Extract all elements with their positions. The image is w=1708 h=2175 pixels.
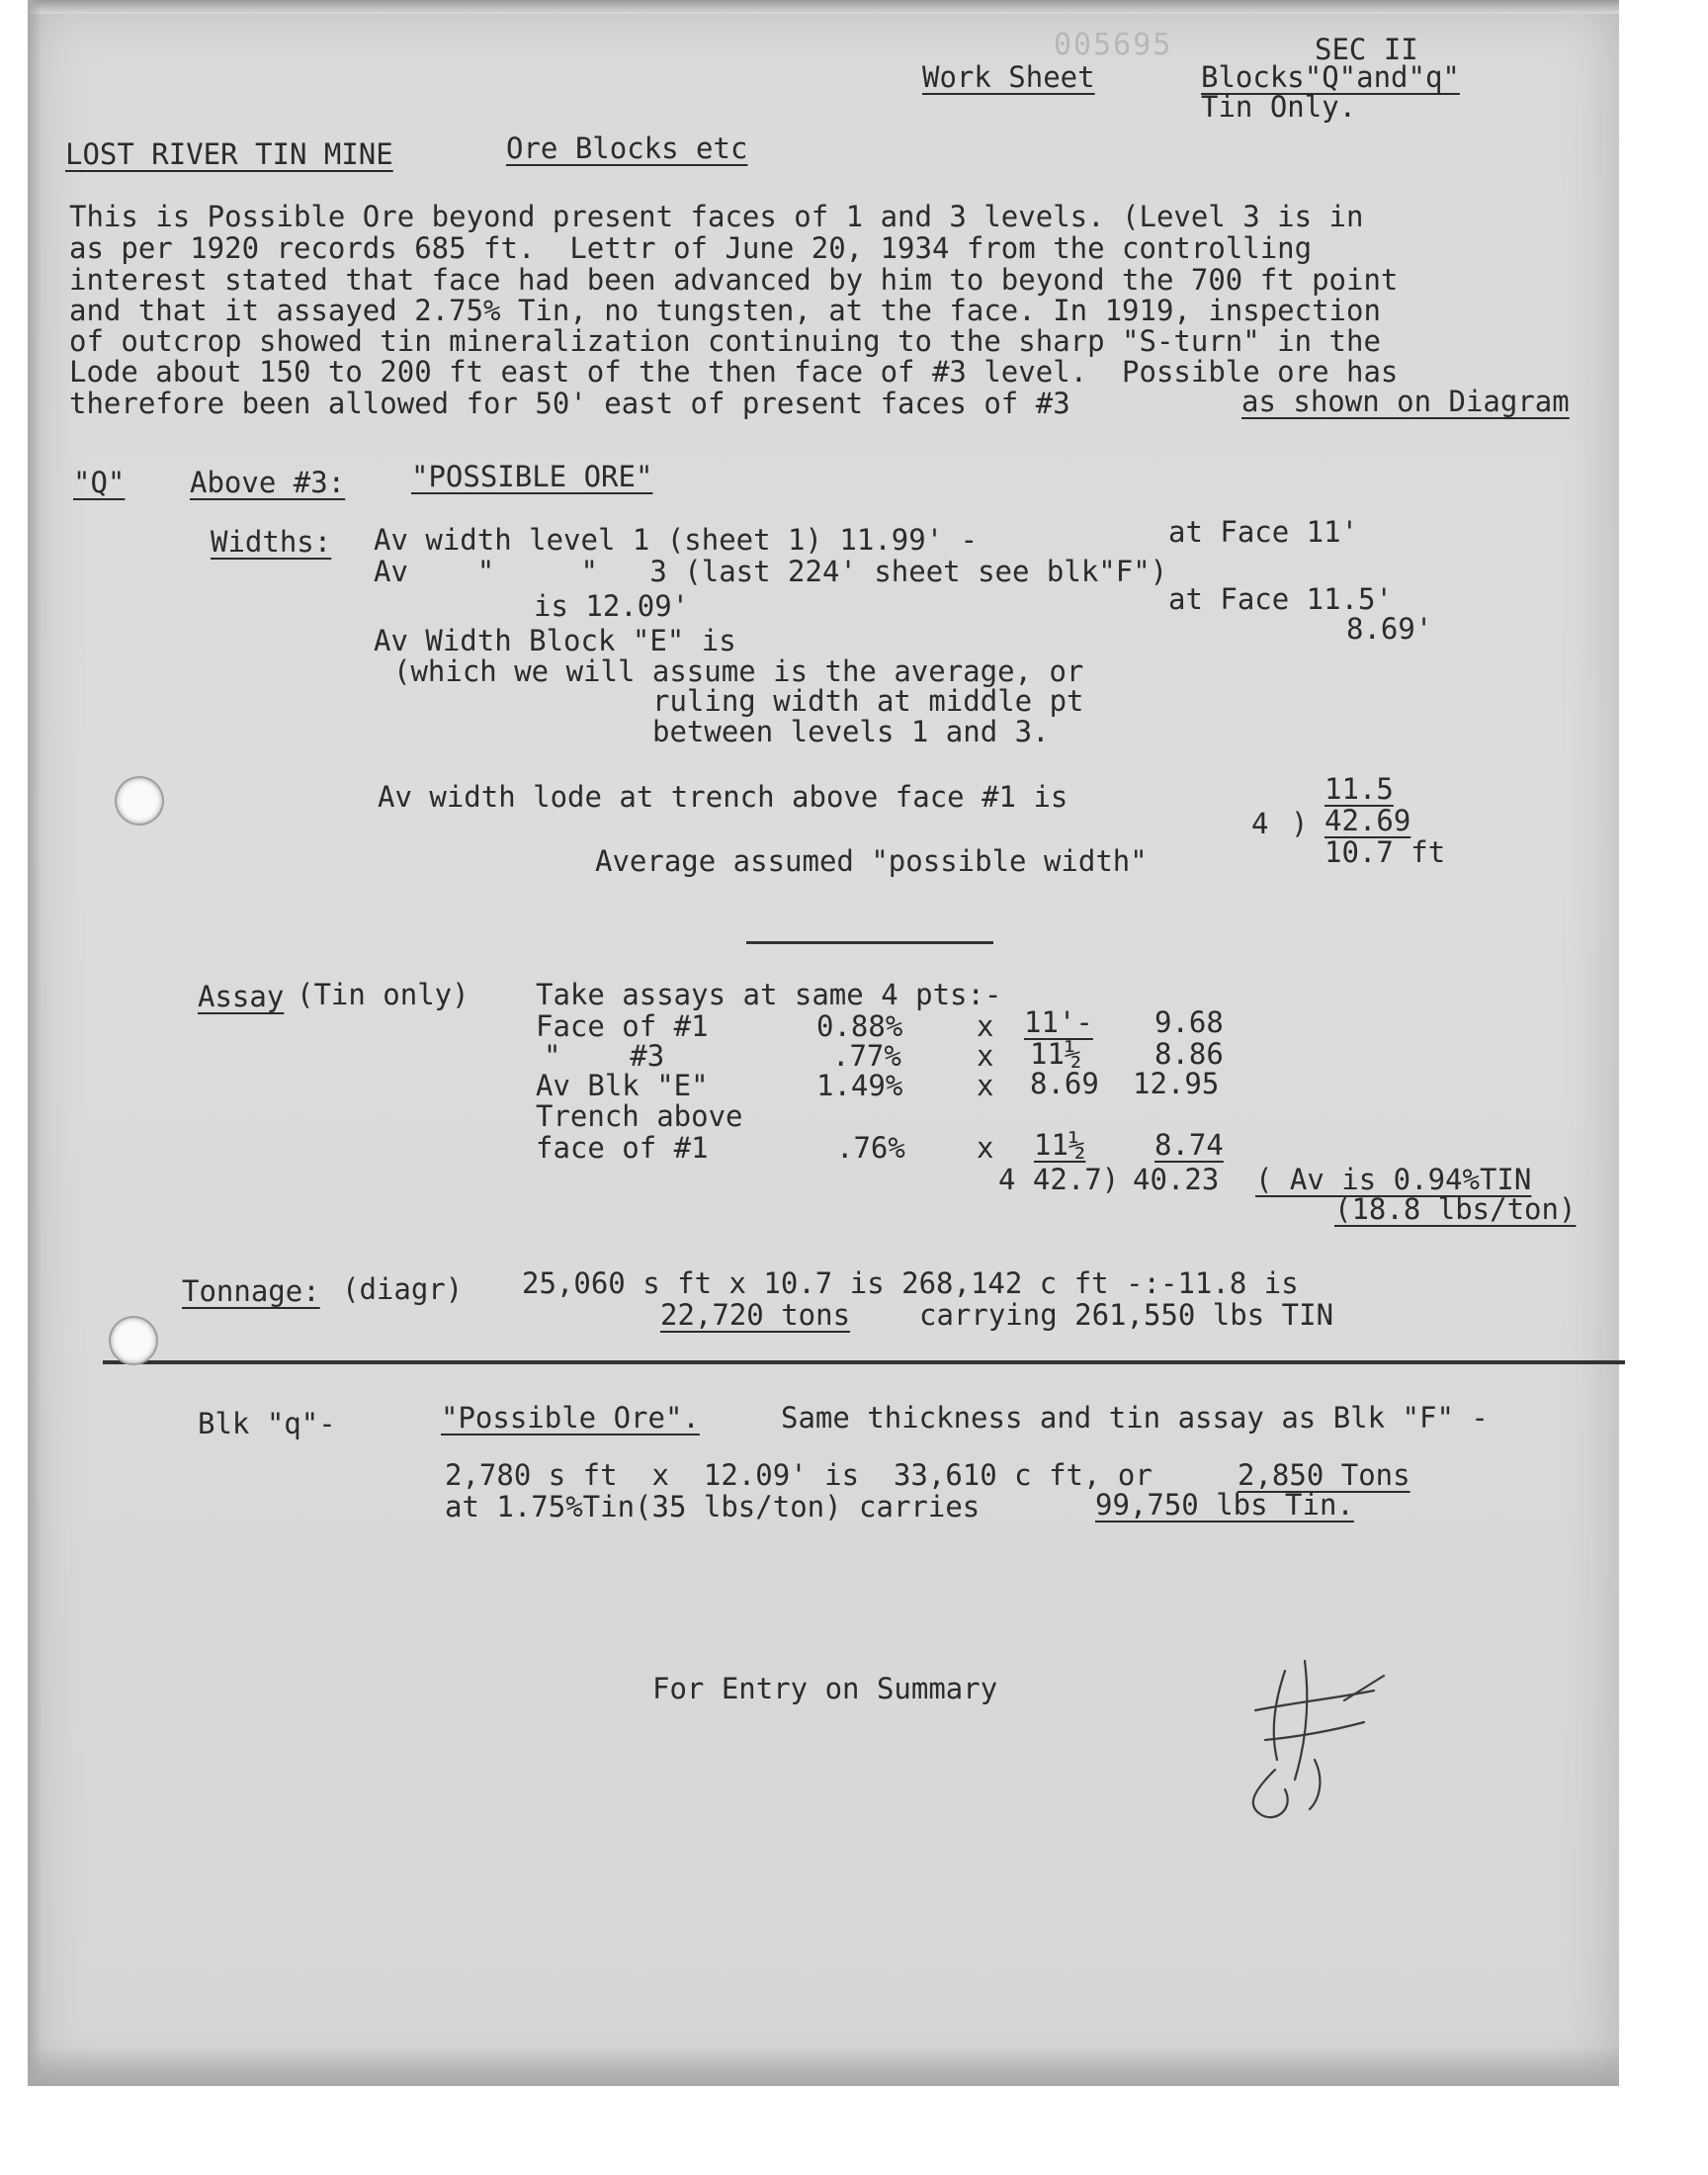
assay-point: Av Blk "E" (536, 1069, 709, 1102)
block-q-grade: at 1.75%Tin(35 lbs/ton) carries (445, 1490, 981, 1523)
assay-width: 11½ (1030, 1037, 1082, 1071)
tonnage-calculation: 25,060 s ft x 10.7 is 268,142 c ft -:-11.8 is (522, 1266, 1299, 1300)
block-q-label: Blk "q"- (198, 1407, 336, 1440)
section-label: SEC II (1315, 33, 1418, 66)
block-q-description: Same thickness and tin assay as Blk "F" - (781, 1401, 1489, 1435)
work-sheet-label: Work Sheet (922, 60, 1095, 94)
intro-diagram-note: as shown on Diagram (1241, 385, 1570, 418)
widths-block-e-value: 8.69' (1346, 612, 1433, 646)
subject-title: Ore Blocks etc (506, 131, 748, 165)
assay-product: 9.68 (1154, 1005, 1224, 1039)
intro-line: therefore been allowed for 50' east of present faces of #3 (69, 387, 1070, 420)
assay-percent: 1.49% (816, 1069, 903, 1102)
widths-face-value: at Face 11' (1168, 515, 1359, 549)
mine-title: LOST RIVER TIN MINE (65, 137, 393, 171)
punch-hole (117, 778, 162, 824)
widths-line: (which we will assume is the average, or (393, 654, 1084, 688)
assay-times: x (977, 1069, 994, 1102)
assay-percent: 0.88% (816, 1009, 903, 1043)
assay-total: 40.23 (1133, 1163, 1220, 1196)
widths-face-value: at Face 11.5' (1168, 582, 1393, 616)
assay-point: " #3 (544, 1039, 665, 1073)
block-q-volume: 2,780 s ft x 12.09' is 33,610 c ft, or (445, 1458, 1153, 1492)
tin-only-label: Tin Only. (1201, 90, 1357, 124)
widths-label: Widths: (211, 525, 332, 559)
handwritten-initials (1216, 1641, 1394, 1829)
assay-width: 11'- (1024, 1005, 1093, 1039)
assay-point: Face of #1 (536, 1009, 709, 1043)
widths-line: between levels 1 and 3. (652, 715, 1050, 748)
assay-product: 8.74 (1154, 1128, 1224, 1162)
assay-percent: .76% (836, 1131, 905, 1165)
assay-product: 12.95 (1133, 1067, 1220, 1100)
assay-times: x (977, 1131, 994, 1165)
tonnage-label-suffix: (diagr) (342, 1272, 464, 1306)
page-edge-shadow-bottom (28, 2046, 1619, 2086)
intro-line: and that it assayed 2.75% Tin, no tungsten, at the face. In 1919, inspection (69, 294, 1381, 327)
page-edge-shadow-left (28, 0, 42, 2086)
section-divider (746, 941, 993, 944)
assay-times: x (977, 1009, 994, 1043)
intro-line: This is Possible Ore beyond present faces of 1 and 3 levels. (Level 3 is in (69, 200, 1364, 233)
section-q-label: "Q" (73, 466, 126, 499)
assay-divisor: 4 42.7) (998, 1163, 1120, 1196)
block-q-tin-total: 99,750 lbs Tin. (1095, 1488, 1354, 1522)
assay-average-lbs: (18.8 lbs/ton) (1334, 1192, 1577, 1226)
assay-intro: Take assays at same 4 pts:- (536, 978, 1002, 1011)
block-q-tons: 2,850 Tons (1238, 1458, 1410, 1492)
block-q-title: "Possible Ore". (441, 1401, 700, 1435)
summary-entry-note: For Entry on Summary (652, 1672, 998, 1705)
widths-line: ruling width at middle pt (652, 684, 1084, 718)
punch-hole (111, 1318, 156, 1363)
widths-line: Av width level 1 (sheet 1) 11.99' - (374, 523, 979, 557)
assay-point: face of #1 (536, 1131, 709, 1165)
assay-label: Assay (198, 980, 285, 1013)
tonnage-label: Tonnage: (182, 1274, 320, 1308)
blocks-label: Blocks"Q"and"q" (1201, 60, 1460, 94)
assay-average: ( Av is 0.94%TIN (1255, 1163, 1532, 1196)
widths-line: is 12.09' (534, 589, 690, 623)
section-q-above: Above #3: (190, 466, 346, 499)
assay-width: 11½ (1034, 1128, 1086, 1162)
widths-line: Av Width Block "E" is (374, 624, 736, 657)
widths-sum: 42.69 (1324, 804, 1411, 837)
division-bracket: ) (1291, 807, 1309, 840)
intro-line: as per 1920 records 685 ft. Lettr of June 20, 1934 from the controlling (69, 231, 1313, 265)
section-q-title: "POSSIBLE ORE" (411, 460, 653, 493)
page-edge-shadow (28, 0, 1619, 14)
widths-trench-value: 11.5 (1324, 772, 1394, 806)
assay-label-suffix: (Tin only) (297, 978, 470, 1011)
assay-point: Trench above (536, 1099, 743, 1133)
widths-average-label: Average assumed "possible width" (595, 844, 1148, 878)
assay-percent: .77% (832, 1039, 901, 1073)
widths-line: Av " " 3 (last 224' sheet see blk"F") (374, 555, 1168, 588)
intro-line: Lode about 150 to 200 ft east of the then face of #3 level. Possible ore has (69, 355, 1399, 389)
intro-line: of outcrop showed tin mineralization continuing to the sharp "S-turn" in the (69, 324, 1381, 358)
tonnage-tons: 22,720 tons (660, 1298, 851, 1332)
document-stamp-number: 005695 (1054, 28, 1173, 62)
widths-divisor: 4 (1251, 807, 1269, 840)
assay-product: 8.86 (1154, 1037, 1224, 1071)
widths-trench-line: Av width lode at trench above face #1 is (378, 780, 1068, 814)
block-divider (103, 1360, 1625, 1364)
assay-width: 8.69 (1030, 1067, 1099, 1100)
assay-times: x (977, 1039, 994, 1073)
widths-average-value: 10.7 ft (1324, 835, 1446, 869)
intro-line: interest stated that face had been advanced by him to beyond the 700 ft point (69, 263, 1399, 297)
tonnage-carrying: carrying 261,550 lbs TIN (919, 1298, 1334, 1332)
